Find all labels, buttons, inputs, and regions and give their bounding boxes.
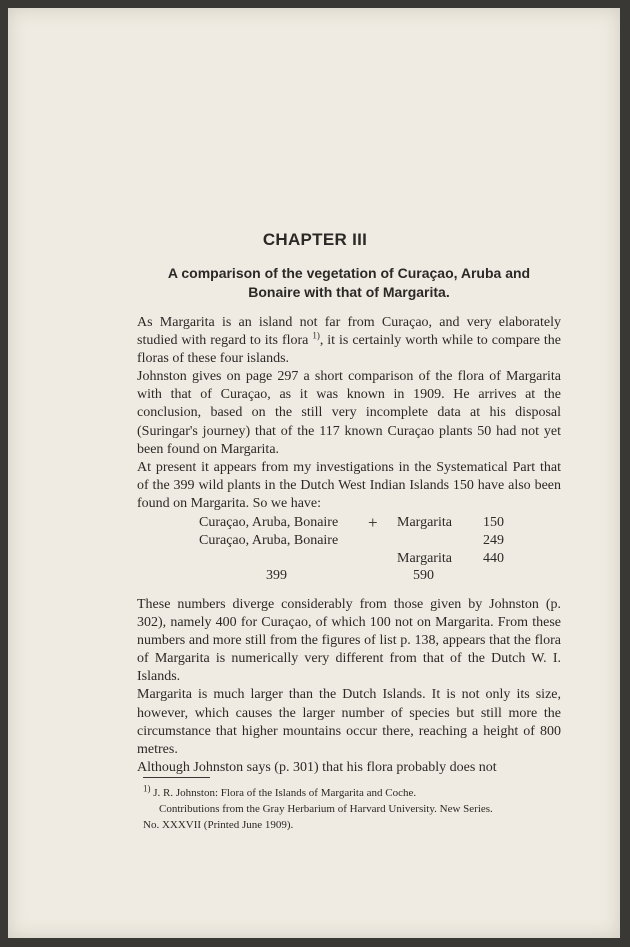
chapter-subtitle [137,264,561,302]
table-row1-label: Curaçao, Aruba, Bonaire [199,515,339,530]
table-row1-count: 150 [483,515,504,530]
subtitle-line-2: Bonaire with that of Margarita. [248,284,450,300]
paragraph-6: Although Johnston says (p. 301) that his flora probably does not [137,759,497,775]
paragraph-1-text: As Margarita is an island not far from Curaçao, and very elaborately studied with regard to its flora [137,315,561,349]
footnote-number: 1) [143,783,151,794]
paragraph-2: Johnston gives on page 297 a short comparison of the flora of Margarita with that of Curaçao, as it was known in 1909. He arrives at the conclusion, based on the still very incomplete data at his disposal (Suringar's journey) that of the 117 known Curaçao plants 50 had not yet been found on Margarita. [137,369,561,457]
paragraph-1 [137,314,561,368]
chapter-heading: CHAPTER III [262,230,368,249]
footnote-rule [143,777,210,778]
body-text-top [137,314,561,513]
footnote-line-3: No. XXXVII (Printed June 1909). [143,819,294,831]
table-row3-count: 440 [483,551,504,566]
table-total-right: 590 [413,568,434,583]
table-row1-plus: + [368,513,378,532]
body-text-bottom [137,596,561,777]
footnote-line-1-text: J. R. Johnston: Flora of the Islands of Margarita and Coche. [153,787,417,799]
footnote-line-2: Contributions from the Gray Herbarium of Harvard University. New Series. [159,803,493,815]
table-row2-label: Curaçao, Aruba, Bonaire [199,533,339,548]
paragraph-4: These numbers diverge considerably from those given by Johnston (p. 302), namely 400 for Curaçao, of which 100 not on Margarita. From these numbers and more still from the figures of list p. 138, appears that the flora of Margarita is numerically very different from that of the Dutch W. I. Islands. [137,597,561,685]
footnote-marker: 1) [312,330,320,341]
footnote [143,785,563,833]
paragraph-5: Margarita is much larger than the Dutch Islands. It is not only its size, however, which causes the larger number of species but still more the circumstance that higher mountains occur there, reaching a height of 800 metres. [137,687,561,757]
table-row2-count: 249 [483,533,504,548]
paragraph-1-end: , it is certainly worth while to compare the floras of these four islands. [137,333,561,367]
paragraph-3: At present it appears from my investigations in the Systematical Part that of the 399 wild plants in the Dutch West Indian Islands 150 have also been found on Margarita. So we have: [137,459,561,511]
table-row3-margarita: Margarita [397,551,452,566]
table-row1-margarita: Margarita [397,515,452,530]
subtitle-line-1: A comparison of the vegetation of Curaçao, Aruba and [167,265,531,281]
table-total-left: 399 [266,568,287,583]
footnote-line-1 [143,785,563,801]
